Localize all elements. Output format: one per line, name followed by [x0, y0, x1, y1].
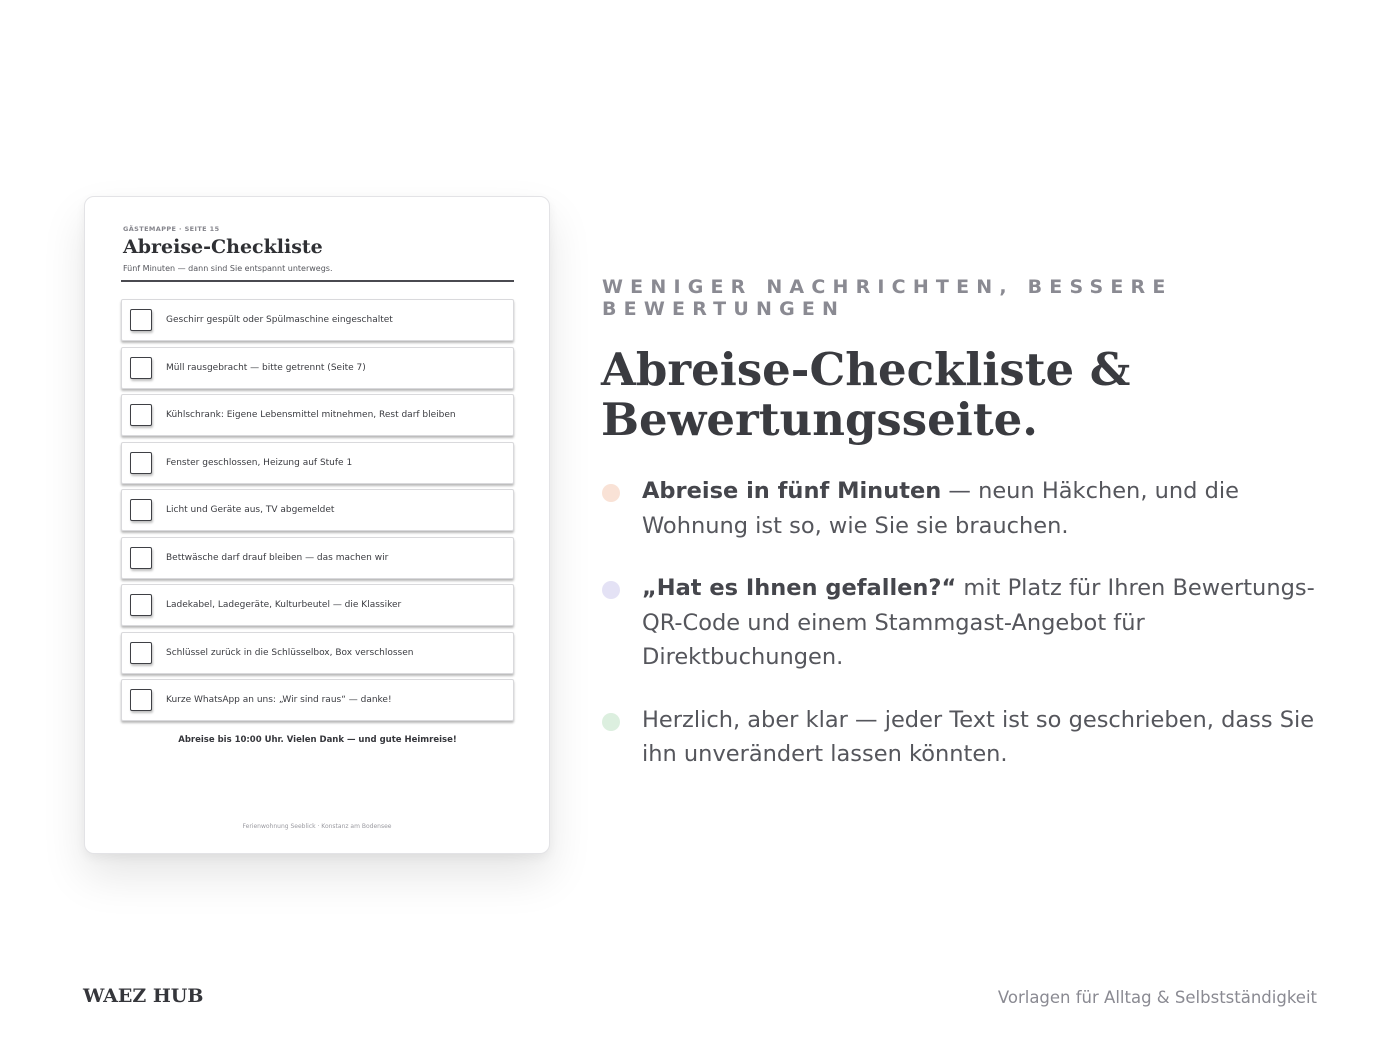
checklist-item-label: Bettwäsche darf drauf bleiben — das machen wir — [166, 552, 389, 563]
page-title — [601, 345, 1361, 445]
checklist-item — [121, 442, 514, 484]
bullet-dot-icon — [602, 581, 620, 599]
feature-bullet — [602, 474, 1322, 543]
checkbox-icon[interactable] — [130, 404, 152, 426]
bullet-dot-icon — [602, 713, 620, 731]
feature-bullet-bold: Abreise in fünf Minuten — [642, 478, 942, 504]
feature-bullet-text: mit Platz für Ihren Bewertungs-QR-Code und einem Stammgast-Angebot für Direktbuchungen. — [642, 575, 1315, 670]
checklist-item — [121, 679, 514, 721]
checklist-item — [121, 394, 514, 436]
brand-tagline: Vorlagen für Alltag & Selbstständigkeit — [997, 988, 1317, 1007]
page-title-line-2: Bewertungsseite. — [601, 393, 1038, 446]
bullet-dot-icon — [602, 484, 620, 502]
checklist-item — [121, 347, 514, 389]
checklist-item — [121, 584, 514, 626]
feature-bullet-text: Herzlich, aber klar — jeder Text ist so geschrieben, dass Sie ihn unverändert lassen könnten. — [642, 706, 1315, 767]
checklist-item — [121, 489, 514, 531]
checkbox-icon[interactable] — [130, 357, 152, 379]
checklist-item-label: Licht und Geräte aus, TV abgemeldet — [166, 505, 335, 515]
brand-logo: WAEZ HUB — [83, 985, 204, 1007]
checklist-item-label: Geschirr gespült oder Spülmaschine eingeschaltet — [166, 315, 393, 325]
document-preview — [84, 196, 550, 854]
checklist-item-label: Ladekabel, Ladegeräte, Kulturbeutel — die Klassiker — [166, 600, 402, 610]
feature-bullet-text: — neun Häkchen, und die Wohnung ist so, wie Sie sie brauchen. — [642, 478, 1239, 539]
document-kicker: GÄSTEMAPPE · SEITE 15 — [123, 225, 220, 233]
document-subtitle: Fünf Minuten — dann sind Sie entspannt unterwegs. — [123, 264, 333, 273]
checkbox-icon[interactable] — [130, 689, 152, 711]
checklist-item-label: Kurze WhatsApp an uns: „Wir sind raus“ — danke! — [166, 695, 392, 705]
checkbox-icon[interactable] — [130, 547, 152, 569]
feature-bullet — [602, 703, 1322, 772]
document-footer: Ferienwohnung Seeblick · Konstanz am Bodensee — [242, 823, 392, 830]
page-title-line-1: Abreise-Checkliste & — [601, 343, 1131, 396]
checklist-item-label: Schlüssel zurück in die Schlüsselbox, Box verschlossen — [166, 647, 414, 658]
checkbox-icon[interactable] — [130, 642, 152, 664]
checkbox-icon[interactable] — [130, 594, 152, 616]
feature-list — [602, 474, 1322, 800]
checklist-item — [121, 299, 514, 341]
checklist-item-label: Kühlschrank: Eigene Lebensmittel mitnehmen, Rest darf bleiben — [166, 410, 456, 420]
checkbox-icon[interactable] — [130, 499, 152, 521]
feature-bullet — [602, 571, 1322, 675]
checklist — [121, 299, 514, 727]
document-title: Abreise-Checkliste — [123, 236, 323, 258]
checklist-item — [121, 537, 514, 579]
feature-bullet-bold: „Hat es Ihnen gefallen?“ — [642, 575, 957, 601]
checklist-item — [121, 632, 514, 674]
departure-note: Abreise bis 10:00 Uhr. Vielen Dank — und gute Heimreise! — [178, 735, 457, 745]
checklist-item-label: Müll rausgebracht — bitte getrennt (Seite 7) — [166, 362, 366, 373]
checkbox-icon[interactable] — [130, 452, 152, 474]
document-divider — [121, 280, 514, 282]
checklist-item-label: Fenster geschlossen, Heizung auf Stufe 1 — [166, 457, 353, 468]
checkbox-icon[interactable] — [130, 309, 152, 331]
eyebrow-text: WENIGER NACHRICHTEN, BESSERE BEWERTUNGEN — [602, 276, 1173, 320]
